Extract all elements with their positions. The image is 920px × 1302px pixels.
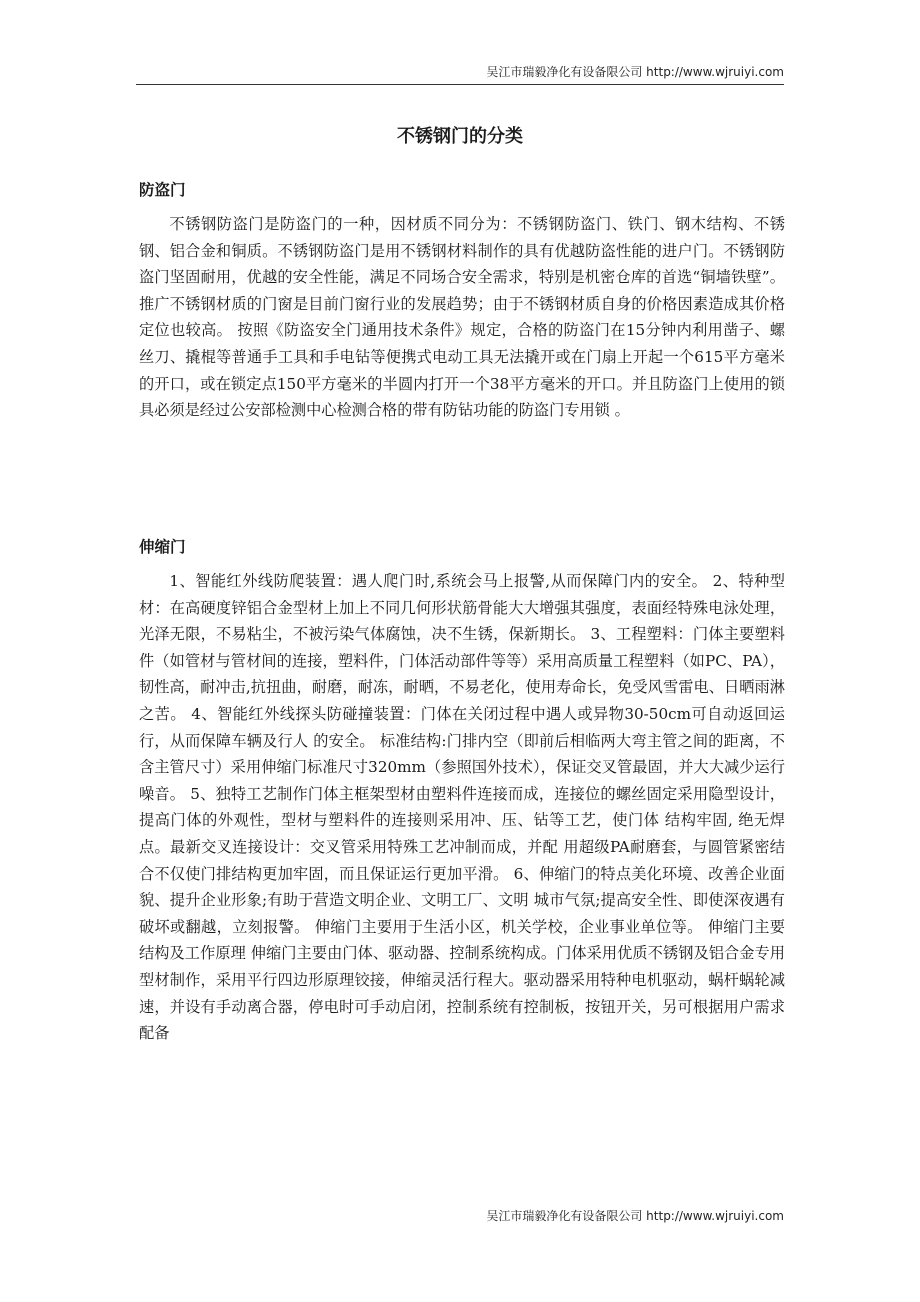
header-divider (136, 84, 784, 85)
section-heading-retractable-door: 伸缩门 (139, 538, 186, 556)
section-body-anti-theft-door: 不锈钢防盗门是防盗门的一种，因材质不同分为：不锈钢防盗门、铁门、钢木结构、不锈钢、铝合金和铜质。不锈钢防盗门是用不锈钢材料制作的具有优越防盗性能的进户门。不锈钢防盗门坚固耐用，优越的安全性能，满足不同场合安全需求，特别是机密仓库的首选“铜墙铁壁”。推广不锈钢材质的门窗是目前门窗行业的发展趋势；由于不锈钢材质自身的价格因素造成其价格定位也较高。 按照《防盗安全门通用技术条件》规定，合格的防盗门在15分钟内利用凿子、螺丝刀、撬棍等普通手工具和手电钻等便携式电动工具无法撬开或在门扇上开起一个615平方毫米的开口，或在锁定点150平方毫米的半圆内打开一个38平方毫米的开口。并且防盗门上使用的锁具必须是经过公安部检测中心检测合格的带有防钻功能的防盗门专用锁 。 (139, 215, 785, 420)
section-heading-anti-theft-door: 防盗门 (139, 181, 186, 199)
footer-company-text: 吴江市瑞毅净化有设备限公司 http://www.wjruiyi.com (486, 1209, 784, 1223)
section-body-retractable-door: 1、智能红外线防爬装置：遇人爬门时,系统会马上报警,从而保障门内的安全。 2、特种型材：在高硬度锌铝合金型材上加上不同几何形状筋骨能大大增强其强度，表面经特殊电泳处理，光泽无限，不易粘尘，不被污染气体腐蚀，决不生锈，保新期长。 3、工程塑料：门体主要塑料件（如管材与管材间的连接，塑料件，门体活动部件等等）采用高质量工程塑料（如PC、PA），韧性高，耐冲击,抗扭曲，耐磨，耐冻，耐晒，不易老化，使用寿命长，免受风雪雷电、日晒雨淋之苦。 4、智能红外线探头防碰撞装置：门体在关闭过程中遇人或异物30-50cm可自动返回运行，从而保障车辆及行人 的安全。 标准结构:门排内空（即前后相临两大弯主管之间的距离，不含主管尺寸）采用伸缩门标准尺寸320mm（参照国外技术），保证交叉管最固，并大大减少运行噪音。 5、独特工艺制作门体主框架型材由塑料件连接而成，连接位的螺丝固定采用隐型设计，提高门体的外观性，型材与塑料件的连接则采用冲、压、钻等工艺，使门体 结构牢固, 绝无焊点。最新交叉连接设计：交叉管采用特殊工艺冲制而成，并配 用超级PA耐磨套，与圆管紧密结合不仅使门排结构更加牢固，而且保证运行更加平滑。 6、伸缩门的特点美化环境、改善企业面貌、提升企业形象;有助于营造文明企业、文明工厂、文明 城市气氛;提高安全性、即使深夜遇有破坏或翻越，立刻报警。 伸缩门主要用于生活小区，机关学校，企业事业单位等。 伸缩门主要结构及工作原理 伸缩门主要由门体、驱动器、控制系统构成。门体采用优质不锈钢及铝合金专用型材制作，采用平行四边形原理铰接，伸缩灵活行程大。驱动器采用特种电机驱动，蜗杆蜗轮减速，并设有手动离合器，停电时可手动启闭，控制系统有控制板，按钮开关，另可根据用户需求配备 (139, 572, 785, 1043)
page-footer (136, 1206, 784, 1226)
document-title: 不锈钢门的分类 (397, 126, 523, 147)
header-company-text: 吴江市瑞毅净化有设备限公司 http://www.wjruiyi.com (486, 65, 784, 79)
page-header (136, 62, 784, 82)
